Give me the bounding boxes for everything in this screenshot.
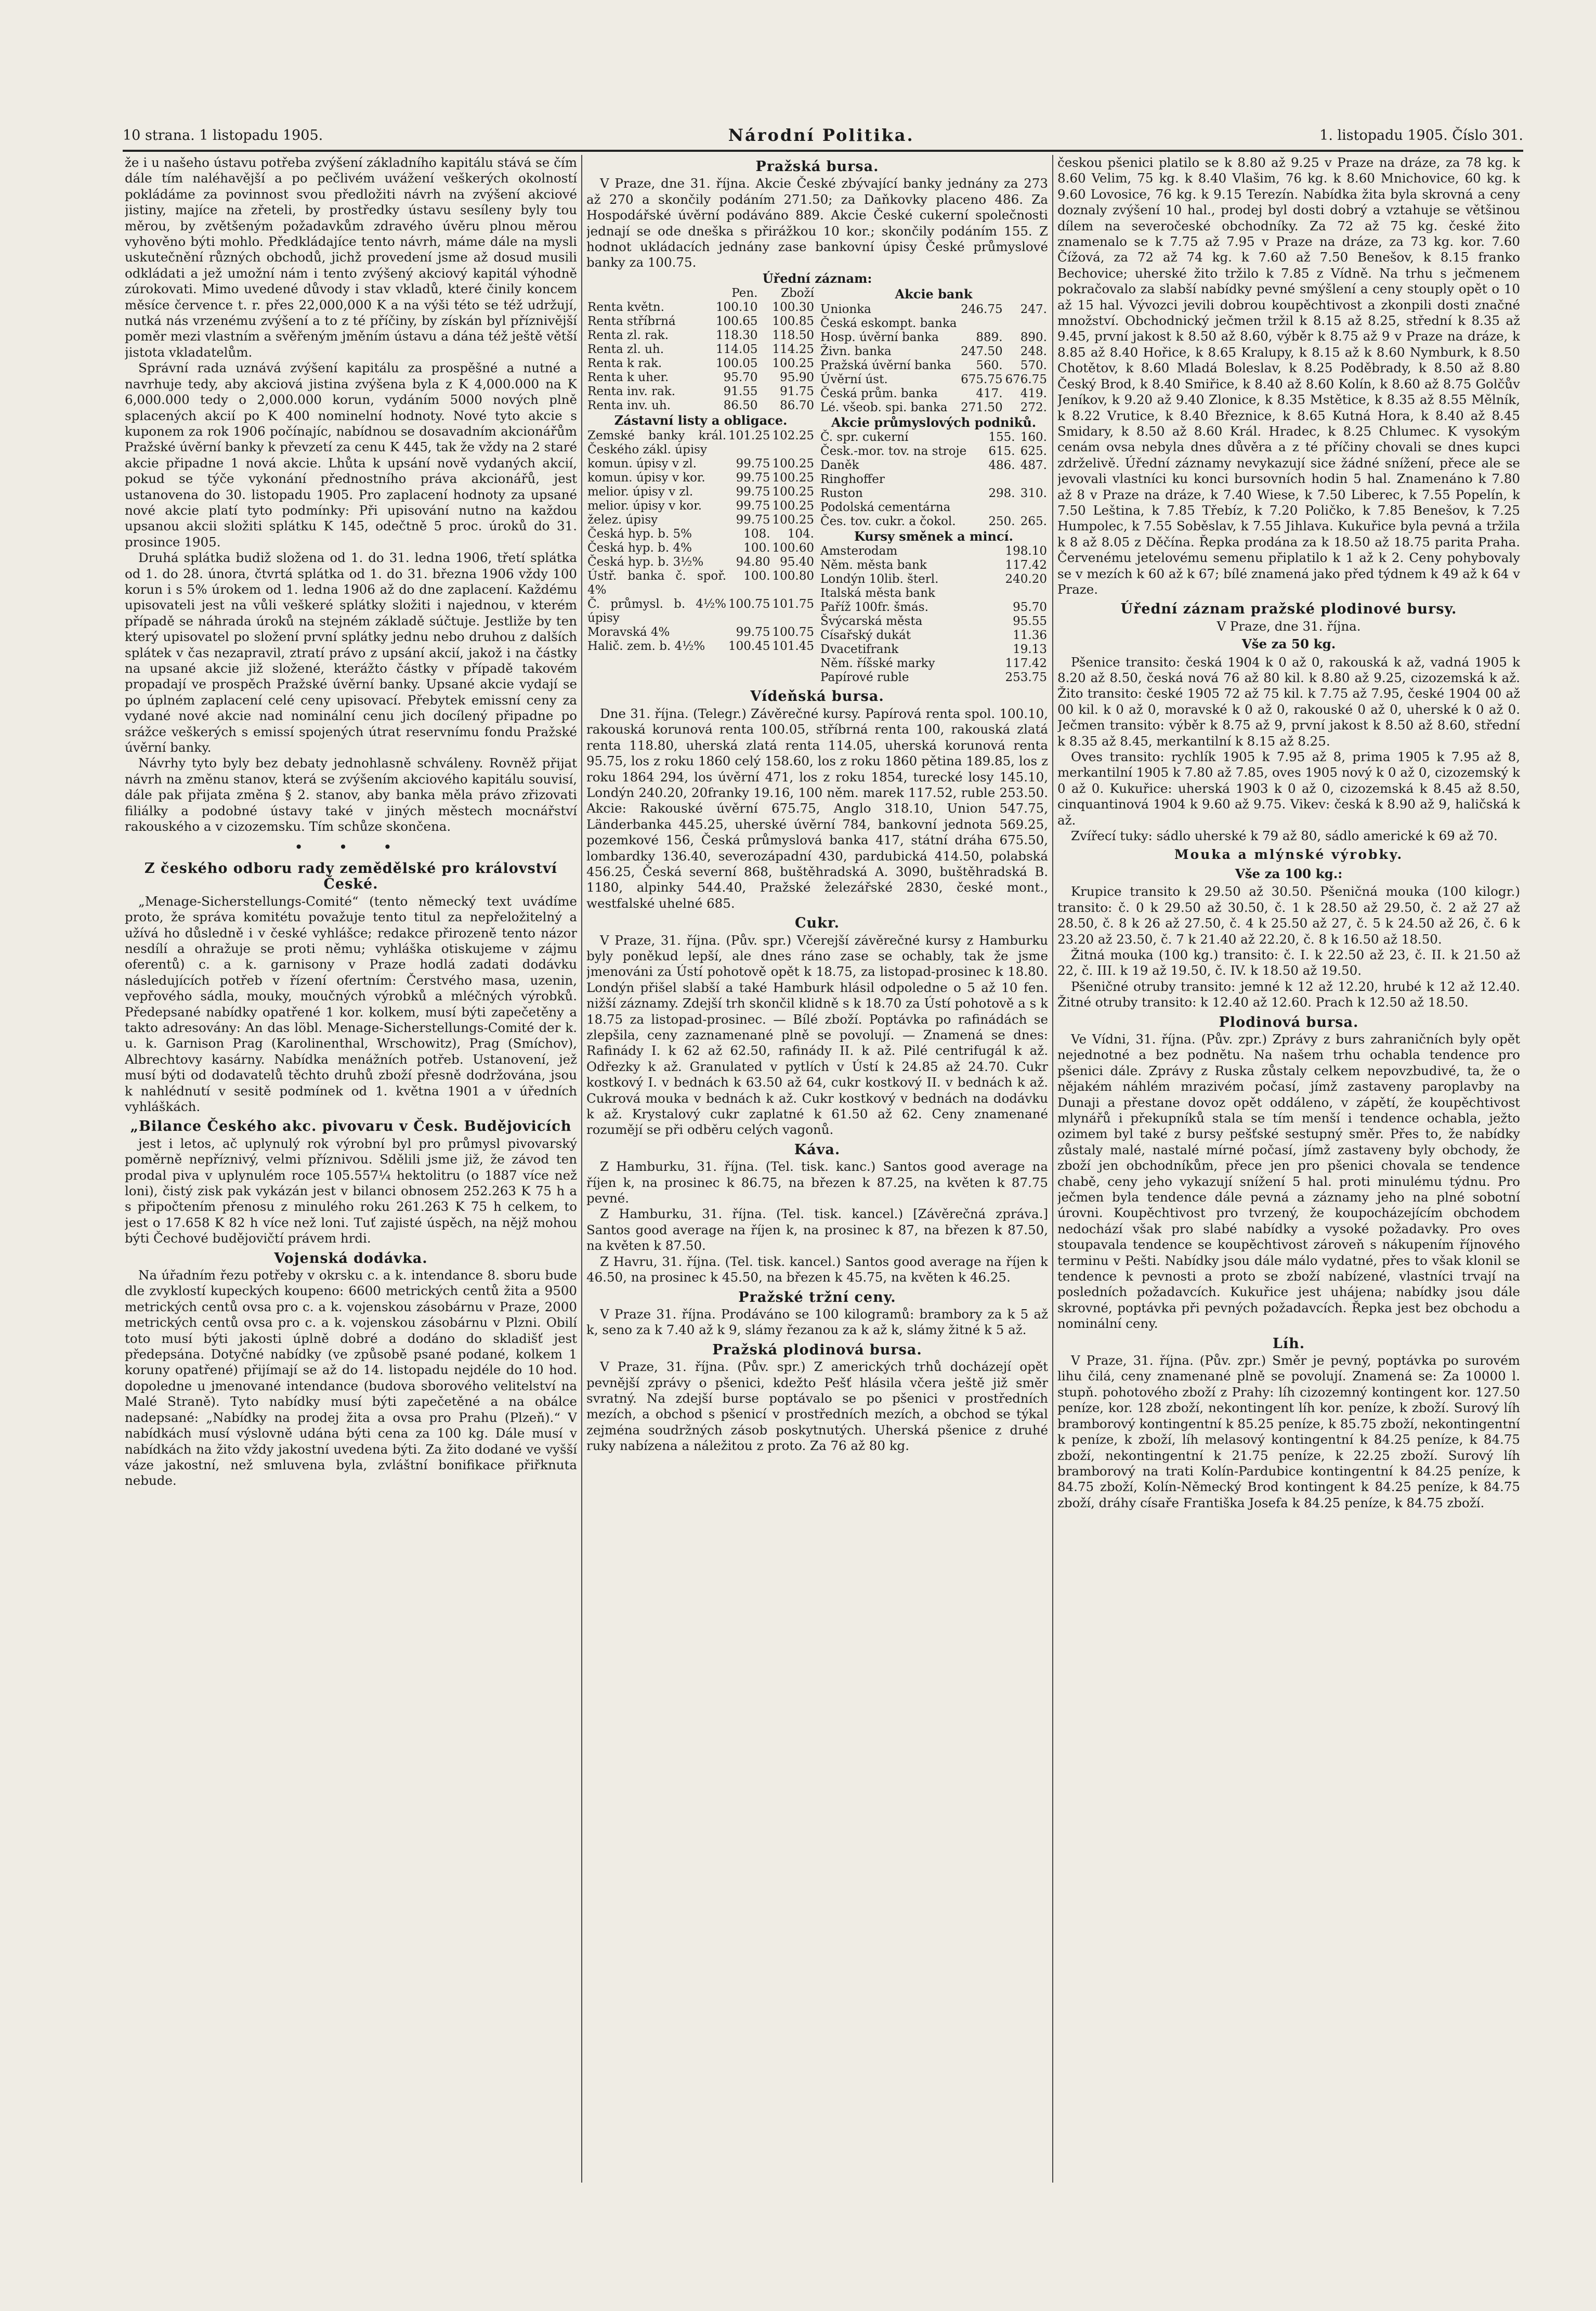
section-heading: Káva.: [794, 1141, 841, 1158]
row-value: 100.25: [772, 471, 814, 485]
header-right: 1. listopadu 1905. Číslo 301.: [1319, 127, 1523, 143]
row-value: 417.: [976, 386, 1003, 400]
article-paragraph: Z Hamburku, 31. října. (Tel. tisk. kancel.) [Závěrečná zpráva.] Santos good average na říjen k, na prosinec k 87, na březen k 87.50, na květen k 87.50.: [586, 1206, 1048, 1254]
row-value: 100.25: [772, 485, 814, 499]
table-row: [819, 558, 1048, 572]
row-value: 560.: [976, 358, 1003, 372]
column-1: [125, 155, 577, 2188]
row-value: 95.55: [1013, 615, 1047, 629]
row-label: Papírové ruble: [820, 671, 909, 685]
row-label: Česká prům. banka: [820, 386, 938, 400]
row-value: 108.: [743, 527, 770, 541]
row-value: 100.75: [772, 625, 814, 639]
row-label: Renta zl. rak.: [587, 329, 669, 343]
article-paragraph: Pšenice transito: česká 1904 k 0 až 0, rakouská k až, vadná 1905 k 8.20 až 8.50, česká nová 76 až 80 kil. k 8.80 až 9.25, cizozemská k až. Žito transito: české 1905 72 až 75 kil. k 7.75 až 7.95, české 1904 00 až 00 kil. k 0 až 0, moravské k 0 až 0, rakouské 0 až 0, uherské k 0 až 0. Ječmen transito: výběr k 8.75 až 9, první jakost k 8.50 až 8.60, střední k 8.35 až 8.45, merkantilní k 8.15 až 8.25.: [1057, 654, 1520, 749]
row-label: Ringhoffer: [820, 473, 885, 487]
table-row: [819, 473, 1048, 487]
row-value: 310.: [1020, 487, 1047, 501]
row-value: 11.36: [1013, 629, 1047, 643]
th-pen: Pen.: [731, 286, 758, 301]
row-label: Něm. říšské marky: [820, 657, 935, 671]
row-value: 94.80: [736, 555, 770, 569]
section-subheading: Mouka a mlýnské výrobky.: [1174, 847, 1404, 863]
table-row: [819, 544, 1048, 558]
section-heading: Vojenská dodávka.: [274, 1250, 428, 1267]
row-label: Živn. banka: [820, 344, 892, 358]
row-value: 118.50: [772, 329, 814, 343]
table-caption: Akcie bank: [895, 286, 973, 302]
row-value: 487.: [1020, 459, 1047, 473]
row-label: Zemské banky král. Českého zákl. úpisy: [587, 428, 727, 456]
row-label: Paříž 100fr. šmás.: [820, 600, 928, 615]
row-value: 19.13: [1013, 643, 1047, 657]
row-label: Renta k rak.: [587, 357, 662, 371]
row-label: Renta inv. rak.: [587, 385, 676, 399]
article-paragraph: Návrhy tyto byly bez debaty jednohlasně schváleny. Rovněž přijat návrh na změnu stanov, která se zvýšením akciového kapitálu souvisí, dále pak přijata změna § 2. stanov, aby banka měla právo zřizovati filiálky a podobné ústavy také v jiných městech mocnářství rakouského a v cizozemsku. Tím schůze skončena.: [125, 755, 577, 834]
row-value: [1016, 501, 1048, 515]
row-label: komun. úpisy v zl.: [587, 456, 697, 471]
dateline: V Praze, dne 31. října.: [1216, 618, 1361, 634]
row-value: 99.75: [736, 456, 770, 471]
table-row: [819, 401, 1048, 415]
table-row: [586, 569, 815, 597]
table-row: [819, 657, 1048, 671]
row-label: Něm. města bank: [820, 558, 927, 572]
row-value: 246.75: [961, 302, 1003, 316]
table-row: [819, 459, 1048, 473]
zastavni-table: [586, 429, 815, 654]
row-label: Moravská 4%: [587, 625, 670, 639]
masthead-title: Národní Politika.: [728, 125, 914, 145]
row-label: melior. úpisy v kor.: [587, 499, 702, 513]
table-row: [586, 357, 815, 371]
article-paragraph: českou pšenici platilo se k 8.80 až 9.25 v Praze na dráze, za 78 kg. k 8.60 Velim, 75 kg. k 8.40 Vlašim, 76 kg. k 8.60 Mnichovice, 60 kg. k 9.60 Lovosice, 76 kg. k 9.15 Terezín. Nabídka žita byla skrovná a ceny doznaly zvýšení 10 hal., prodej byl dosti dobrý a vztahuje se většinou dílem na severočeské obchodníky. Za 72 až 75 kg. české žito znamenalo se k 7.75 až 7.95 v Praze na dráze, za 73 kg. kor. 7.60 Čížová, za 72 až 74 kg. k 7.60 až 7.50 Benešov, k 8.15 franko Bechovice; uherské žito tržilo k 7.85 z Vídně. Na trhu s ječmenem pokračovalo za slabší nabídky pevné smýšlení a ceny stouply opět o 10 až 15 hal. Vývozci jevili dobrou koupěchtivost a zkonpili dosti značné množství. Obchodnický ječmen tržil k 8.15 až 8.25, střední k 8.35 až 9.45, první jakost k 8.50 až 8.60, výběr k 8.75 až 9 v Praze na dráze, k 8.85 až 8.40 Hořice, k 8.65 Kralupy, k 8.15 až k 8.60 Nymburk, k 8.50 Chotětov, k 8.60 Mladá Boleslav, k 8.25 Poděbrady, k 8.50 až 8.80 Český Brod, k 8.40 Smiřice, k 8.40 až 8.60 Kolín, k 8.60 až 8.75 Golčův Jeníkov, k 9.20 až 9.40 Zlonice, k 8.35 Mstětice, k 8.35 až 8.55 Mělník, k 8.22 Vrutice, k 8.40 Březnice, k 8.65 Kutná Hora, k 8.40 až 8.45 Smidary, k 8.50 až 8.60 Král. Hradec, k 8.25 Chlumec. K vysokým cenám ovsa nebyla dnes důvěra a z té příčiny chovali se dnes kupci zdrželivě. Úřední záznamy nevykazují sice žádné snížení, přece ale se jevovali vlastníci ku konci bursovních hodin 5 hal. Znamenáno k 7.80 až 8 v Praze na dráze, k 7.40 Wiese, k 7.50 Liberec, k 7.55 Popelín, k 7.50 Leština, k 7.85 Třebíz, k 7.20 Poličko, k 7.85 Benešov, k 7.25 Humpolec, k 7.55 Soběslav, k 7.55 Jihlava. Kukuřice byla pevná a tržila k 8 až 8.05 z Děčína. Řepka prodána za k 18.50 až 18.75 parita Praha. Červenému jetelovému semenu připlatilo k 1 až k 2. Ceny pohybovaly se v mezích k 60 až k 67; bílé znamená jako před týdnem k 49 až k 64 v Praze.: [1057, 155, 1520, 597]
row-value: [1004, 317, 1048, 331]
section-heading: Plodinová bursa.: [1219, 1014, 1359, 1030]
article-paragraph: Zvířecí tuky: sádlo uherské k 79 až 80, sádlo americké k 69 až 70.: [1071, 828, 1498, 844]
row-value: 100.85: [772, 315, 814, 329]
row-value: 155.: [988, 430, 1015, 445]
table-row: [819, 572, 1048, 586]
table-row: [586, 315, 815, 329]
table-row: [819, 586, 1048, 600]
section-heading: Pražská plodinová bursa.: [712, 1341, 922, 1358]
unit-note: Vše za 50 kg.: [1241, 636, 1336, 652]
row-value: [959, 317, 1003, 331]
row-value: 253.75: [1005, 671, 1047, 685]
table-row: [586, 329, 815, 343]
row-value: 486.: [988, 459, 1015, 473]
article-paragraph: Dne 31. října. (Telegr.) Závěrečné kursy. Papírová renta spol. 100.10, rakouská korunová renta 100.05, stříbrná renta 100, rakouská zlatá renta 118.80, uherská zlatá renta 114.05, uherská korunová renta 95.75, los z roku 1860 celý 158.60, los z roku 1860 pětina 189.85, los z roku 1864 294, los úvěrní 471, los z roku 1854, turecké losy 145.10, Londýn 240.20, 20franky 19.16, 100 něm. marek 117.52, ruble 253.50. Akcie: Rakouské úvěrní 675.75, Anglo 318.10, Union 547.75, Länderbanka 445.25, uherské úvěrní 784, bankovní jednota 569.25, pozemkové 156, Česká průmyslová banka 417, státní dráha 675.50, lombardky 136.40, severozápadní 430, pardubická 414.50, polabská 456.25, Česká severní 868, buštěhradská A. 3090, buštěhradská B. 1180, alpinky 544.40, Pražské železářské 2830, české mont., westfalské uhelné 685.: [586, 706, 1048, 911]
row-label: Lé. všeob. spi. banka: [820, 400, 948, 414]
row-label: Halič. zem. b. 4½%: [587, 639, 705, 653]
article-paragraph: V Praze 31. října. Prodáváno se 100 kilogramů: brambory za k 5 až k, seno za k 7.40 až k 9, slámy řezanou za k až k, slámy žitné k 5 až.: [586, 1306, 1048, 1338]
row-value: 99.75: [736, 499, 770, 513]
section-separator: • • •: [294, 839, 408, 856]
table-row: [586, 485, 815, 499]
row-label: Pražská úvěrní banka: [820, 358, 951, 372]
table-row: [819, 643, 1048, 657]
table-row: [819, 317, 1048, 331]
row-value: 570.: [1020, 358, 1047, 372]
row-label: Amsterodam: [820, 544, 898, 558]
row-label: Švýcarská města: [820, 615, 923, 629]
section-heading: Pražská bursa.: [755, 159, 879, 175]
row-value: 240.20: [1005, 572, 1047, 586]
row-value: 265.: [1020, 515, 1047, 529]
table-row: [586, 385, 815, 399]
row-label: Česká hyp. b. 4%: [587, 541, 692, 555]
row-value: 101.25: [728, 428, 770, 442]
table-row: [586, 499, 815, 513]
row-value: 95.40: [780, 555, 814, 569]
row-label: Italská města bank: [820, 586, 935, 600]
section-heading: Vídeňská bursa.: [750, 688, 884, 705]
table-row: [819, 445, 1048, 459]
section-heading: Z českého odboru rady zemědělské pro království České.: [144, 860, 558, 893]
row-value: 890.: [1020, 330, 1047, 344]
row-value: 117.42: [1005, 657, 1047, 671]
row-value: [987, 586, 1048, 600]
column-divider: [581, 155, 582, 2183]
row-value: 100.25: [772, 513, 814, 527]
row-label: Č. průmysl. b. 4½% úpisy: [587, 597, 727, 625]
row-value: 419.: [1020, 386, 1047, 400]
row-value: 118.30: [716, 329, 758, 343]
row-label: Unionka: [820, 302, 871, 316]
row-label: Renta květn.: [587, 301, 664, 315]
article-paragraph: Správní rada uznává zvýšení kapitálu za prospěšné a nutné a navrhuje tedy, aby akciová jistina zvýšena byla z K 4,000.000 na K 6,000.000 tedy o 2,000.000 korun, vydáním 5000 nových plně splacených akcií po K 400 nominelní hodnoty. Nové tyto akcie s kuponem za rok 1906 počínajíc, nabídnou se dosavadním akcionářům Pražské úvěrní banky k převzetí za cenu K 445, tak že vždy na 2 staré akcie připadne 1 nová akcie. Lhůta k upsání nově vydaných akcií, pokud se týče vykonání přednostního práva akcionářů, jest ustanovena do 30. listopadu 1905. Pro zaplacení hodnoty za upsané nové akcie platí tyto podmínky: Při upisování nutno na každou upsanou akcii složiti splátku K 145, odečtně 5 proc. úroků do 31. prosince 1905.: [125, 360, 577, 550]
row-value: 889.: [976, 330, 1003, 344]
column-2: [586, 155, 1048, 2188]
row-value: 250.: [988, 515, 1015, 529]
table-row: [819, 600, 1048, 615]
table-row: [586, 639, 815, 654]
article-paragraph: V Praze, 31. října. (Pův. spr.) Z amerických trhů docházejí opět pevnější zprávy o pšenici, kdežto Pešť hlásila včera ještě již směr svratný. Na zdejší burse poptávalo se po pšenici v prostředních mezích, a obchod s pšenicí v prostředních mezích, a obchod se týkal zejména soudržných zásob poskytnutých. Uherská pšenice z druhé ruky nabízena a náležitou z proto. Za 76 až 80 kg.: [586, 1359, 1048, 1454]
article-paragraph: Na úřadním řezu potřeby v okrsku c. a k. intendance 8. sboru bude dle zvyklostí kupeckých koupeno: 6600 metrických centů žita a 9500 metrických centů ovsa pro c. a k. vojenskou zásobárnu v Praze, 2000 metrických centů ovsa pro c. a k. vojenskou zásobárnu v Plzni. Obilí toto musí býti jakosti úplně dobré a dodáno do skladišť jest předepsána. Dotyčné nabídky (ve způsobě psané podané, kolkem 1 koruny opatřené) přijímají se až do 14. listopadu nejdéle do 10 hod. dopoledne u jmenované intendance (budova sborového velitelství na Malé Straně). Tyto nabídky musí býti zapečetěné a na obálce nadepsané: „Nabídky na prodej žita a ovsa pro Prahu (Plzeň).“ V nabídkách musí výslovně udána býti cena za 100 kg. Dále musí v nabídkách na žito vždy jakostní uvedena býti. Za žito dodané ve vyšší váze jakostní, než smluvena byla, zvláštní bonifikace přiřknuta nebude.: [125, 1268, 577, 1489]
header-rule: [123, 150, 1523, 152]
prumysl-table: [819, 430, 1048, 529]
section-heading: Cukr.: [795, 915, 840, 932]
row-value: 100.60: [772, 541, 814, 555]
table-row: [586, 399, 815, 413]
row-label: Dvacetifrank: [820, 643, 899, 657]
row-value: 100.65: [716, 315, 758, 329]
row-label: Daněk: [820, 459, 859, 473]
row-label: Hosp. úvěrní banka: [820, 330, 939, 344]
table-row: [819, 615, 1048, 629]
article-paragraph: Oves transito: rychlík 1905 k 7.95 až 8, prima 1905 k 7.95 až 8, merkantilní 1905 k 7.80 až 7.85, oves 1905 nový k 0 až 0, cizozemský k 0 až 0. Kukuřice: uherská 1903 k 0 až 0, cizozemská k 8.45 až 8.50, cinquantinová 1904 k 9.60 až 9.75. Vikev: česká k 8.90 až 9, haličská k až.: [1057, 749, 1520, 828]
article-paragraph: Druhá splátka budiž složena od 1. do 31. ledna 1906, třetí splátka od 1. do 28. února, čtvrtá splátka od 1. do 31. března 1906 vždy 100 korun i s 5% úrokem od 1. ledna 1906 až do dne zaplacení. Každému upisovateli jest na vůli veškeré splátky složiti i najednou, v kterém případě se náhrada úroků na stejném základě súčtuje. Jestliže by ten který upisovatel po složení první splátky jednu nebo druhou z dalších splátek v čas nezapravil, ztratí právo z upsání akcií, jakož i na částky na upsané akcie již složené, kterážto částky v případě takovém propadají ve prospěch Pražské úvěrní banky. Upsané akcie vydají se po úplném zaplacení celé ceny upisovací. Přebytek emissní ceny za vydané nové akcie nad nominální cenu jich docílený připadne po srážce veškerých s emissí spojených útrat reservnímu fondu Pražské úvěrní banky.: [125, 550, 577, 755]
kursy-table: [819, 544, 1048, 685]
row-value: 100.05: [716, 357, 758, 371]
section-heading: Úřední záznam pražské plodinové bursy.: [1120, 601, 1457, 618]
row-value: 100.30: [772, 301, 814, 315]
row-value: 95.70: [1013, 600, 1047, 615]
row-label: Císařský dukát: [820, 629, 911, 643]
row-label: Londýn 10lib. šterl.: [820, 572, 939, 586]
table-caption: Zástavní listy a obligace.: [614, 413, 788, 428]
row-value: [984, 501, 1016, 515]
column-divider: [1052, 155, 1053, 2183]
th-zbozi: Zboží: [780, 286, 814, 301]
table-row: [819, 430, 1048, 445]
table-row: [586, 371, 815, 385]
row-label: melior. úpisy v zl.: [587, 485, 694, 499]
row-label: Čes. tov. cukr. a čokol.: [820, 515, 956, 529]
table-row: [586, 541, 815, 555]
row-value: 95.90: [780, 371, 814, 385]
akcie-table: [819, 303, 1048, 415]
table-row: [819, 671, 1048, 685]
article-paragraph: Ve Vídni, 31. října. (Pův. zpr.) Zprávy z burs zahraničních byly opět nejednotné a bez podnětu. Na našem trhu ochabla tendence pro pšenici dále. Zprávy z Ruska zůstaly celkem nepovzbudivé, ta, že o nějakém náhlém mrazivém počasí, jímž zastaveny paroplavby na Dunaji a přestane dovoz opět oddáleno, v zápětí, že koupěchtivost mlynářů i překupníků stala se tím menší i tendence ochabla, ježto ozimem byl také z bursy pešťské sestupný směr. Přes to, že nabídky zůstaly malé, nastalé mírné počasí, jímž zastaveny byly obchody, že zboží jen obchodníkům, přece jen pro pšenici chovala se tendence chabě, ceny jeho vykazují snížení 5 hal. proti minulému týdnu. Pro ječmen byla tendence dále pevná a záznamy jeho na plné sobotní úrovni. Koupěchtivost pro tvrzený, že koupocházejícím obchodem nedochází však pro slabé nabídky a vysoké požadavky. Pro oves stoupavala tendence se koupěchtivost zároveň s nákupením říjnového terminu v Pešti. Nabídky jsou dále málo vydatné, přes to však klonil se tendence k pevnosti a proto se zboží nabízené, vlastníci trvají na posledních požadavcích. Kukuřice jest uhájena; nabídky jsou dále skrovné, poptávka při pevných požadavcích. Řepka jest bez obchodu a nominální ceny.: [1057, 1031, 1520, 1331]
row-value: 675.75: [961, 372, 1003, 386]
table-row: [586, 513, 815, 527]
article-paragraph: Krupice transito k 29.50 až 30.50. Pšeničná mouka (100 kilogr.) transito: č. 0 k 29.50 až 30.50, č. 1 k 28.50 až 29.50, č. 2 až 27 až 28.50, č. 8 k 26 až 27.50, č. 4 k 25.50 až 27, č. 5 k 24.50 až 26, č. 6 k 23.20 až 23.50, č. 7 k 21.40 až 22.20, č. 8 k 16.50 až 18.50.: [1057, 884, 1520, 947]
row-value: 100.25: [772, 456, 814, 471]
row-value: 114.05: [716, 343, 758, 357]
row-value: 625.: [1020, 445, 1047, 459]
table-row: [586, 471, 815, 485]
row-value: 101.45: [772, 639, 814, 653]
table-row: [586, 429, 815, 457]
row-value: 615.: [988, 445, 1015, 459]
section-heading: „Bilance Českého akc. pivovaru v Česk. Budějovicích: [130, 1118, 572, 1135]
page-header: [123, 125, 1523, 146]
row-value: 248.: [1020, 344, 1047, 358]
table-row: [819, 359, 1048, 373]
row-value: 247.50: [961, 344, 1003, 358]
row-label: Renta zl. uh.: [587, 343, 664, 357]
row-value: 86.50: [723, 399, 758, 413]
unit-note: Vše za 100 kg.:: [1235, 866, 1343, 881]
row-value: 247.: [1020, 302, 1047, 316]
row-value: 100.45: [728, 639, 770, 653]
table-row: [586, 625, 815, 639]
table-row: [819, 345, 1048, 359]
row-value: 100.: [743, 541, 770, 555]
article-paragraph: že i u našeho ústavu potřeba zvýšení základního kapitálu stává se čím dále tím naléhavější a po pečlivém uvážení veškerých okolností pokládáme za povinnost svou předložiti návrh na zvýšení akciové jistiny, majíce na zřeteli, by prostředky ústavu sesíleny byly tou měrou, by zvětšeným požadavkům zdravého úvěru plnou měrou vyhověno býti mohlo. Předkládajíce tento návrh, máme dále na mysli uskutečnění různých obchodů, jichž provedení jsme až dosud musili odkládati a jež umožní nám i tento zvýšený akciový kapitál výhodně zúrokovati. Mimo uvedené důvody i stav vkladů, které činily koncem měsíce července t. r. přes 22,000,000 K a na výši této se též udržují, nutká nás vrzenému zvýšení a to z té příčiny, by získán byl příznivější poměr mezi vlastním a svěřeným jměním ústavu a dána též ještě větší jistota vkladatelům.: [125, 155, 577, 360]
article-paragraph: V Praze, dne 31. října. Akcie České zbývající banky jednány za 273 až 270 a skončily podáním 271.50; za Daňkovky placeno 486. Za Hospodářské úvěrní podáváno 889. Akcie České cukerní společnosti jednají se ode dneška s přirážkou 10 kor.; skončily podáním 155. Z hodnot ukládacích jednány zase bankovní úpisy České průmyslové banky za 100.75.: [586, 176, 1048, 270]
table-row: [819, 515, 1048, 529]
table-row: [819, 331, 1048, 345]
table-row: [819, 501, 1048, 515]
row-label: Č. spr. cukerní: [820, 430, 909, 445]
row-value: 99.75: [736, 513, 770, 527]
row-label: Renta stříbrná: [587, 315, 676, 329]
row-value: 101.75: [772, 597, 814, 611]
header-left: 10 strana. 1 listopadu 1905.: [123, 127, 323, 143]
article-paragraph: Žitná mouka (100 kg.) transito: č. I. k 22.50 až 23, č. II. k 21.50 až 22, č. III. k 19 až 19.50, č. IV. k 18.50 až 19.50.: [1057, 947, 1520, 978]
row-value: 104.: [787, 527, 814, 541]
row-value: [984, 473, 1016, 487]
row-value: 99.75: [736, 471, 770, 485]
row-value: 117.42: [1005, 558, 1047, 572]
row-value: 100.25: [772, 357, 814, 371]
row-value: 100.10: [716, 301, 758, 315]
column-3: [1057, 155, 1520, 2188]
row-label: Česká hyp. b. 3½%: [587, 555, 704, 569]
article-paragraph: Z Hamburku, 31. října. (Tel. tisk. kanc.) Santos good average na říjen k, na prosinec k 86.75, na březen k 87.25, na květen k 87.75 pevné.: [586, 1159, 1048, 1206]
table-caption: Kursy směnek a mincí.: [854, 529, 1014, 544]
row-value: 91.75: [780, 385, 814, 399]
table-caption: Úřední záznam:: [762, 270, 872, 286]
table-row: [586, 555, 815, 569]
row-value: 100.: [743, 569, 770, 583]
article-paragraph: „Menage-Sicherstellungs-Comité“ (tento německý text uvádíme proto, že správa komitétu považuje tento titul za nepřeložitelný a užívá ho důsledně i v české vyhlášce; redakce přirozeně tento názor nesdílí a ohražuje se proti němu; vyhláška otiskujeme v zájmu oferentů) c. a k. garnisony v Praze hodlá zadati dodávku následujících potřeb v řízení ofertním: Čerstvého masa, uzenin, vepřového sádla, mouky, moučných výrobků a mléčných výrobků. Předepsané nabídky opatřené 1 kor. kolkem, musí býti zapečetěny a takto adresovány: An das löbl. Menage-Sicherstellungs-Comité der k. u. k. Garnison Prag (Karolinenthal, Wrschowitz), Prag (Smíchov), Albrechtovy kasárny. Nabídka menážních potřeb. Ustanovení, jež musí býti od dodavatelů těchto druhů zboží přesně dodržována, jsou k nahlédnutí v sesitě podmínek od 1. května 1901 a v úředních vyhláškách.: [125, 893, 577, 1114]
row-value: 102.25: [772, 428, 814, 442]
row-label: Renta inv. uh.: [587, 399, 671, 413]
table-row: [586, 301, 815, 315]
table-caption: Akcie průmyslových podniků.: [831, 414, 1037, 430]
row-value: 100.80: [772, 569, 814, 583]
table-row: [586, 597, 815, 625]
row-value: [1016, 473, 1048, 487]
table-row: [819, 373, 1048, 387]
quotes-split: [586, 286, 1048, 685]
row-value: 160.: [1020, 430, 1047, 445]
article-paragraph: jest i letos, ač uplynulý rok výrobní byl pro průmysl pivovarský poměrně nepříznivý, velmi příznivou. Sdělili jsme již, že závod ten prodal piva v uplynulém roce 105.557¼ hektolitru (o 1887 více než loni), čistý zisk pak vykázán jest v bilanci obnosem 252.263 K 75 h a s připočtením přenosu z minulého roku 261.263 K 75 h celkem, to jest o 17.658 K 82 h více než loni. Tuť zajisté úspěch, na nějž mohou býti Čechové budějovičtí právem hrdi.: [125, 1135, 577, 1246]
article-paragraph: Z Havru, 31. října. (Tel. tisk. kancel.) Santos good average na říjen k 46.50, na prosinec k 45.50, na březen k 45.75, na květen k 46.25.: [586, 1254, 1048, 1285]
table-row: [819, 303, 1048, 317]
row-label: komun. úpisy v kor.: [587, 471, 705, 485]
row-value: 114.25: [772, 343, 814, 357]
section-heading: Líh.: [1272, 1335, 1305, 1352]
article-paragraph: V Praze, 31. října. (Pův. zpr.) Směr je pevný, poptávka po surovém lihu čilá, ceny znamenané plně se povolují. Znamená se: Za 10000 l. stupň. pohotového zboží z Prahy: líh cizozemný kontingent kor. 127.50 peníze, kor. 128 zboží, nekontingent líh kor. peníze, k zboží. Surový líh bramborový kontingentní k 85.25 peníze, k 85.75 zboží, nekontingentní k peníze, k zboží, líh melasový kontingentní k 84.25 peníze, k 84.75 zboží, nekontingentní k 21.75 peníze, k 22.25 zboží. Surový líh bramborový na trati Kolín-Pardubice kontingentní k 84.25 peníze, k 84.75 zboží, Kolín-Německý Brod kontingent k 84.25 peníze, k 84.75 zboží, dráhy císaře Františka Josefa k 84.25 peníze, k 84.75 zboží.: [1057, 1353, 1520, 1510]
table-row: [586, 527, 815, 541]
row-value: 99.75: [736, 485, 770, 499]
table-row: [586, 457, 815, 471]
table-row: [819, 629, 1048, 643]
row-value: 271.50: [961, 400, 1003, 414]
row-value: 100.25: [772, 499, 814, 513]
row-value: 91.55: [723, 385, 758, 399]
table-row: [819, 387, 1048, 401]
rents-table: [586, 286, 815, 413]
row-label: Renta k uher.: [587, 371, 669, 385]
row-value: 676.75: [1005, 372, 1047, 386]
row-value: 272.: [1020, 400, 1047, 414]
table-row: [586, 343, 815, 357]
row-label: Česk.-mor. tov. na stroje: [820, 445, 967, 459]
row-value: 198.10: [1005, 544, 1047, 558]
row-value: 95.70: [723, 371, 758, 385]
row-label: Ruston: [820, 487, 863, 501]
row-label: Česká eskompt. banka: [820, 316, 957, 330]
section-heading: Pražské tržní ceny.: [738, 1289, 896, 1305]
table-row: [819, 487, 1048, 501]
row-value: 298.: [988, 487, 1015, 501]
row-value: 86.70: [780, 399, 814, 413]
row-label: Úvěrní úst.: [820, 372, 888, 386]
row-value: 99.75: [736, 625, 770, 639]
row-label: želez. úpisy: [587, 513, 658, 527]
row-label: Ústř. banka č. spoř. 4%: [587, 569, 727, 597]
row-value: 100.75: [728, 597, 770, 611]
row-label: Česká hyp. b. 5%: [587, 527, 692, 541]
article-paragraph: V Praze, 31. října. (Pův. spr.) Včerejší závěrečné kursy z Hamburku byly poněkud lepší, ale dnes ráno zase se ochably, tak že jsme jmenováni za Ústí pohotově opět k 18.75, za listopad-prosinec k 18.80. Londýn přišel slabší a také Hamburk hlásil odpoledne o 5 až 10 fen. nižší záznamy. Zdejší trh skončil klidně s k 18.70 za Ústí pohotově a s k 18.75 za listopad-prosinec. — Bílé zboží. Poptávka po rafinádách se zlepšila, ceny zaznamenané plně se povolují. — Znamená se dnes: Rafinády I. k 62 až 62.50, rafinády II. k až. Pilé centrifugál k až. Odřezky k až. Granulated v pytlích v Ústí k 24.85 až 24.70. Cukr kostkový I. v bednách k 63.50 až 64, cukr kostkový II. v bednách k až. Cukrová mouka v bednách k až. Cukr kostkový v bednách na dodávku k až. Krystalový cukr zaplatné k 61.50 až 62. Ceny znamenané rozumějí se při odběru celých vagonů.: [586, 932, 1048, 1138]
article-paragraph: Pšeničné otruby transito: jemné k 12 až 12.20, hrubé k 12 až 12.40. Žitné otruby transito: k 12.40 až 12.60. Prach k 12.50 až 18.50.: [1057, 978, 1520, 1010]
row-label: Podolská cementárna: [820, 501, 951, 515]
